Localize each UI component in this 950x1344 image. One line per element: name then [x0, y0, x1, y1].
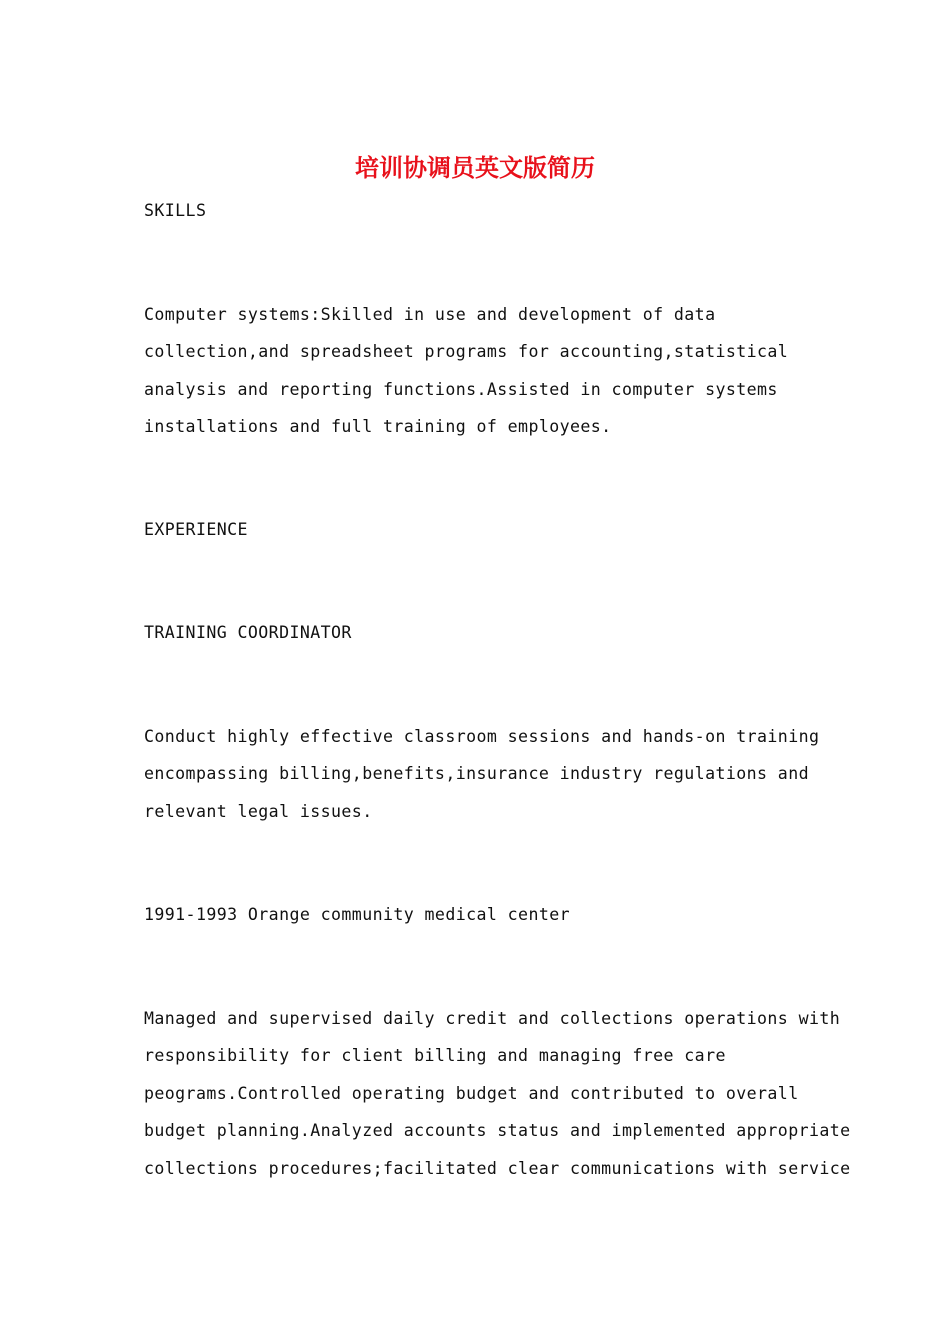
- employment-line-block: [144, 896, 824, 933]
- paragraph-line: relevant legal issues.: [144, 801, 373, 821]
- document-title: 培训协调员英文版简历: [355, 153, 595, 182]
- paragraph-line: Conduct highly effective classroom sessions and hands-on training: [144, 727, 820, 746]
- skills-heading-block: [144, 192, 824, 229]
- skills-paragraph: [144, 296, 824, 446]
- employment-paragraph: [144, 1000, 851, 1187]
- paragraph-line: collection,and spreadsheet programs for accounting,statistical: [144, 342, 789, 362]
- paragraph-line: peograms.Controlled operating budget and contributed to overall: [144, 1083, 799, 1103]
- paragraph-line: analysis and reporting functions.Assisted in computer systems: [144, 379, 778, 399]
- paragraph-line: installations and full training of employees.: [144, 417, 612, 437]
- employment-line: 1991-1993 Orange community medical center: [144, 905, 571, 924]
- paragraph-line: collections procedures;facilitated clear communications with service: [144, 1158, 851, 1178]
- paragraph-line: Managed and supervised daily credit and collections operations with: [144, 1009, 841, 1028]
- paragraph-line: budget planning.Analyzed accounts status and implemented appropriate: [144, 1121, 851, 1141]
- paragraph-line: encompassing billing,benefits,insurance industry regulations and: [144, 764, 809, 784]
- paragraph-line: Computer systems:Skilled in use and development of data: [144, 305, 716, 324]
- experience-heading: EXPERIENCE: [144, 520, 248, 539]
- position-title: TRAINING COORDINATOR: [144, 623, 352, 642]
- paragraph-line: responsibility for client billing and managing free care: [144, 1046, 726, 1066]
- skills-heading: SKILLS: [144, 201, 207, 220]
- position-title-block: [144, 614, 824, 651]
- experience-heading-block: [144, 511, 824, 548]
- position-paragraph: [144, 718, 824, 830]
